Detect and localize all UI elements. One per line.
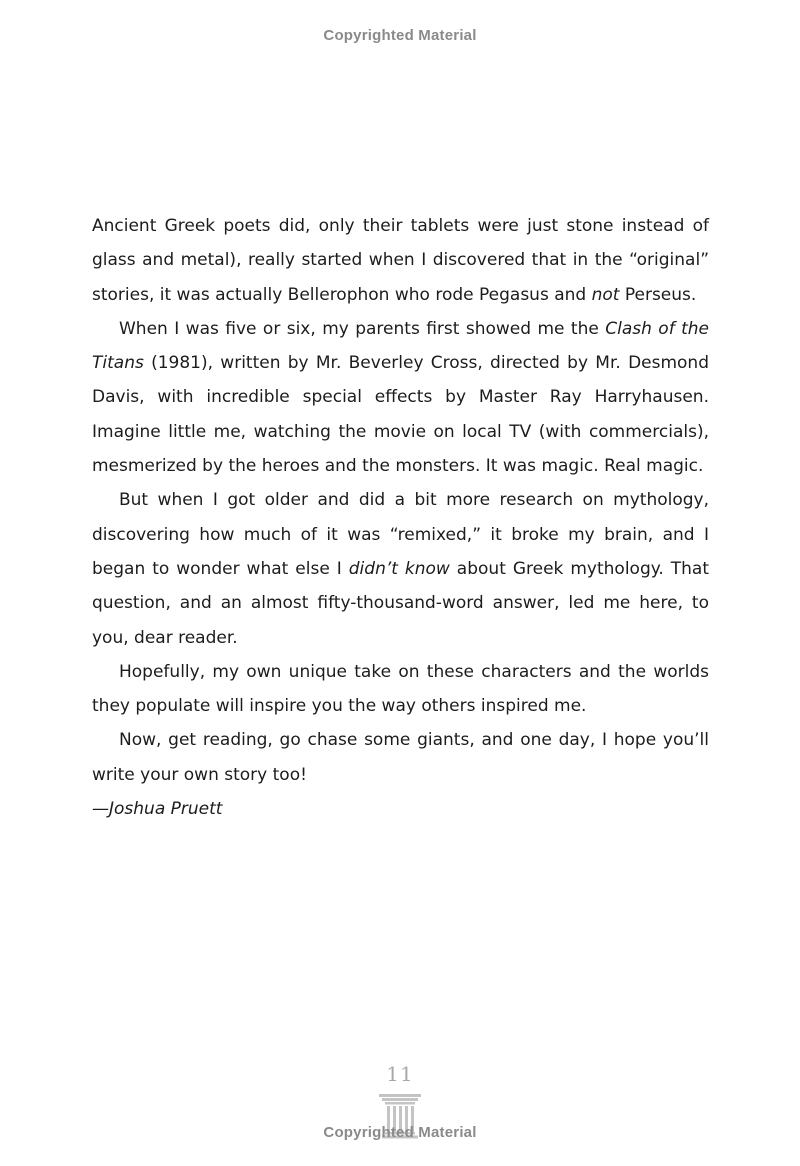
- paragraph-3-text: But when I got older and did a bit more research on mythology, discovering how much of it was “remixed,” it broke my brain, and I began to wonder what else I: [92, 490, 709, 579]
- page-number: 11: [386, 1062, 414, 1086]
- copyright-header: Copyrighted Material: [323, 27, 477, 44]
- paragraph-1: [92, 209, 709, 312]
- paragraph-3: [92, 483, 709, 654]
- paragraph-2-text: When I was five or six, my parents first showed me the: [119, 318, 606, 339]
- movie-title: Clash of the Titans: [92, 318, 709, 374]
- copyright-footer: Copyrighted Material: [323, 1124, 477, 1141]
- paragraph-4-text: Hopefully, my own unique take on these characters and the worlds they populate will inspire you the way others inspired me.: [92, 661, 709, 717]
- page-body: [92, 209, 709, 826]
- paragraph-5-text: Now, get reading, go chase some giants, and one day, I hope you’ll write your own story too!: [92, 730, 709, 785]
- paragraph-5: [92, 723, 709, 792]
- paragraph-2: [92, 312, 709, 483]
- paragraph-2-end: (1981), written by Mr. Beverley Cross, directed by Mr. Desmond Davis, with incredible special effects by Master Ray Harryhausen. Imagine little me, watching the movie on local TV (with commercials), mesmerized by the heroes and the monsters. It was magic. Real magic.: [92, 353, 709, 477]
- paragraph-3-end: about Greek mythology. That question, and an almost fifty-thousand-word answer, led me here, to you, dear reader.: [92, 558, 709, 648]
- paragraph-4: [92, 655, 709, 724]
- paragraph-1-emphasis: not: [591, 284, 620, 305]
- paragraph-1-text: Ancient Greek poets did, only their tablets were just stone instead of glass and metal), really started when I discovered that in the “original” stories, it was actually Bellerophon who rode Pegasus and: [92, 216, 709, 305]
- paragraph-3-emphasis: didn’t know: [348, 558, 450, 579]
- author-signature: —Joshua Pruett: [92, 799, 223, 820]
- paragraph-1-end: Perseus.: [619, 284, 697, 305]
